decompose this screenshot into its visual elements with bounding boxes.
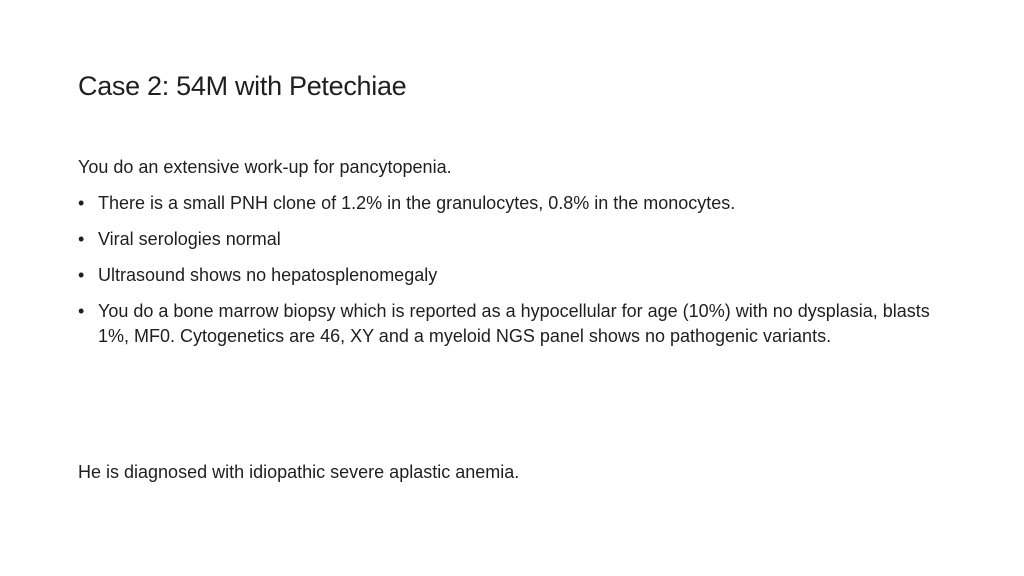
bullet-item: [78, 227, 958, 252]
conclusion-text: He is diagnosed with idiopathic severe aplastic anemia.: [78, 462, 520, 482]
bullet-item: [78, 263, 958, 288]
slide-title: Case 2: 54M with Petechiae: [78, 71, 407, 101]
bullet-item: [78, 299, 958, 349]
intro-text: You do an extensive work-up for pancytopenia.: [78, 157, 452, 177]
bullet-text: Viral serologies normal: [98, 229, 281, 249]
bullet-dot-icon: •: [78, 301, 85, 321]
bullet-text: Ultrasound shows no hepatosplenomegaly: [98, 265, 438, 285]
bullet-dot-icon: •: [78, 193, 85, 213]
bullet-dot-icon: •: [78, 265, 85, 285]
bullet-text: You do a bone marrow biopsy which is reported as a hypocellular for age (10%) with no dysplasia, blasts 1%, MF0. Cytogenetics are 46, XY and a myeloid NGS panel shows no pathogenic variants.: [98, 301, 930, 346]
bullet-item: [78, 191, 958, 216]
bullet-text: There is a small PNH clone of 1.2% in the granulocytes, 0.8% in the monocytes.: [98, 193, 736, 213]
bullet-dot-icon: •: [78, 229, 85, 249]
bullet-list: [78, 191, 958, 349]
slide-body: [78, 155, 958, 360]
